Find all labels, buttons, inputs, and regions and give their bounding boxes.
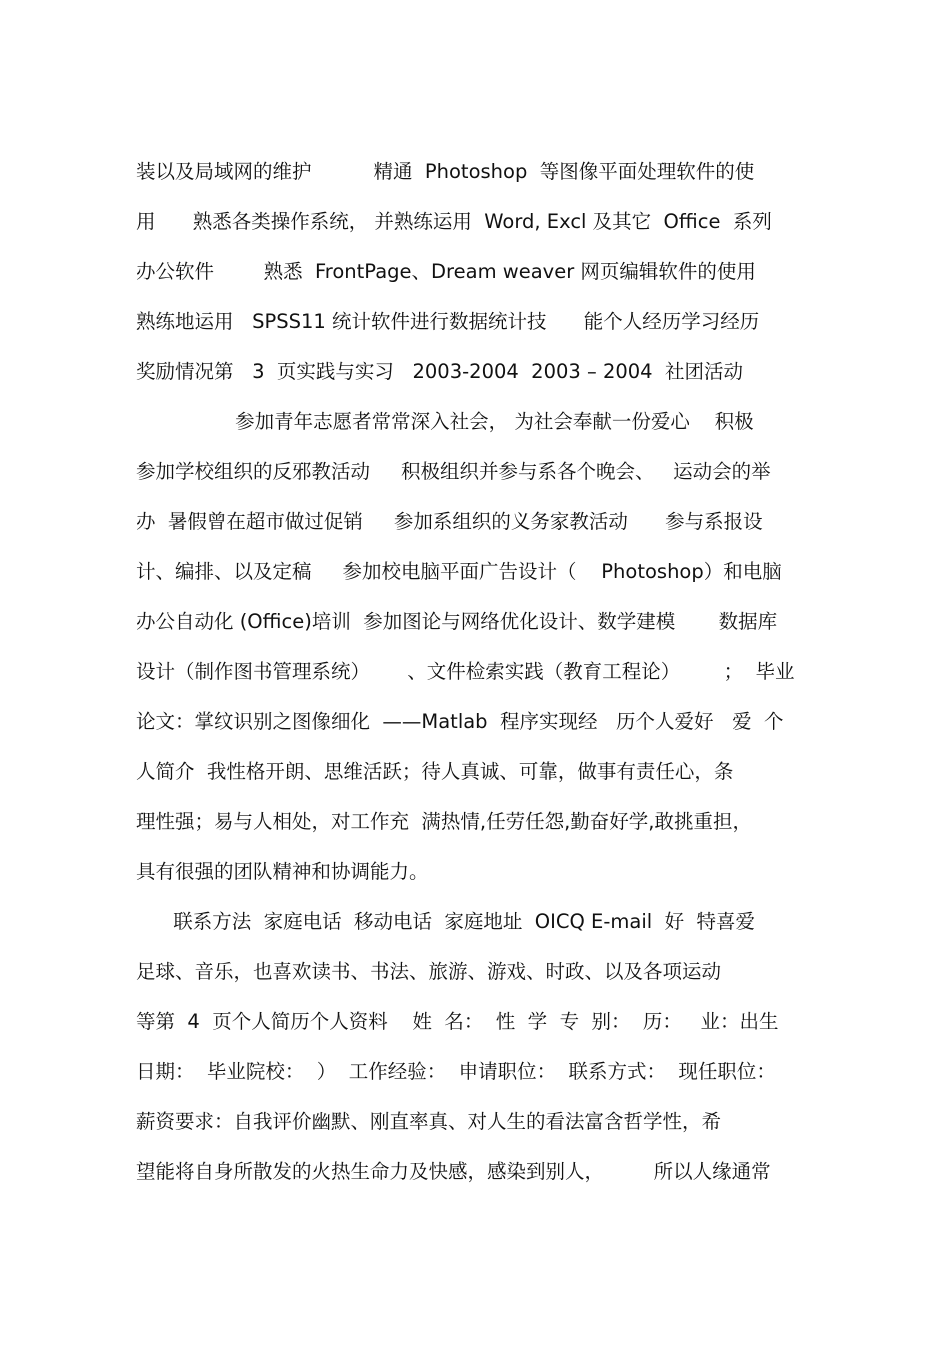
document-body bbox=[136, 147, 836, 1197]
text-line: 计、编排、以及定稿 参加校电脑平面广告设计（ Photoshop）和电脑 bbox=[136, 560, 782, 583]
text-line: 参加学校组织的反邪教活动 积极组织并参与系各个晚会、 运动会的举 bbox=[136, 460, 771, 483]
text-line: 办 暑假曾在超市做过促销 参加系组织的义务家教活动 参与系报设 bbox=[136, 510, 763, 533]
text-line: 用 熟悉各类操作系统， 并熟练运用 Word, Excl 及其它 Office 系列 bbox=[136, 210, 772, 233]
text-line: 理性强；易与人相处，对工作充 满热情,任劳任怨,勤奋好学,敢挑重担， bbox=[136, 810, 752, 833]
text-line: 足球、音乐，也喜欢读书、书法、旅游、游戏、时政、以及各项运动 bbox=[136, 960, 722, 983]
text-line: 办公自动化 (Office)培训 参加图论与网络优化设计、数学建模 数据库 bbox=[136, 610, 778, 633]
text-line: 联系方法 家庭电话 移动电话 家庭地址 OICQ E-mail 好 特喜爱 bbox=[136, 910, 755, 933]
text-line: 设计（制作图书管理系统） 、文件检索实践（教育工程论） ； 毕业 bbox=[136, 660, 795, 683]
text-line: 人简介 我性格开朗、思维活跃；待人真诚、可靠，做事有责任心，条 bbox=[136, 760, 734, 783]
text-line: 论文：掌纹识别之图像细化 ——Matlab 程序实现经 历个人爱好 爱 个 bbox=[136, 710, 784, 733]
text-line: 熟练地运用 SPSS11 统计软件进行数据统计技 能个人经历学习经历 bbox=[136, 310, 760, 333]
text-line: 参加青年志愿者常常深入社会， 为社会奉献一份爱心 积极 bbox=[136, 410, 754, 433]
text-line: 望能将自身所散发的火热生命力及快感，感染到别人， 所以人缘通常 bbox=[136, 1160, 771, 1183]
text-line: 薪资要求：自我评价幽默、刚直率真、对人生的看法富含哲学性，希 bbox=[136, 1110, 722, 1133]
text-line: 等第 4 页个人简历个人资料 姓 名： 性 学 专 别： 历： 业：出生 bbox=[136, 1010, 779, 1033]
text-line: 日期： 毕业院校： ） 工作经验： 申请职位： 联系方式： 现任职位： bbox=[136, 1060, 776, 1083]
text-line: 奖励情况第 3 页实践与实习 2003-2004 2003 – 2004 社团活动 bbox=[136, 360, 743, 383]
text-line: 具有很强的团队精神和协调能力。 bbox=[136, 860, 429, 883]
text-line: 装以及局域网的维护 精通 Photoshop 等图像平面处理软件的使 bbox=[136, 160, 755, 183]
text-line: 办公软件 熟悉 FrontPage、Dream weaver 网页编辑软件的使用 bbox=[136, 260, 756, 283]
